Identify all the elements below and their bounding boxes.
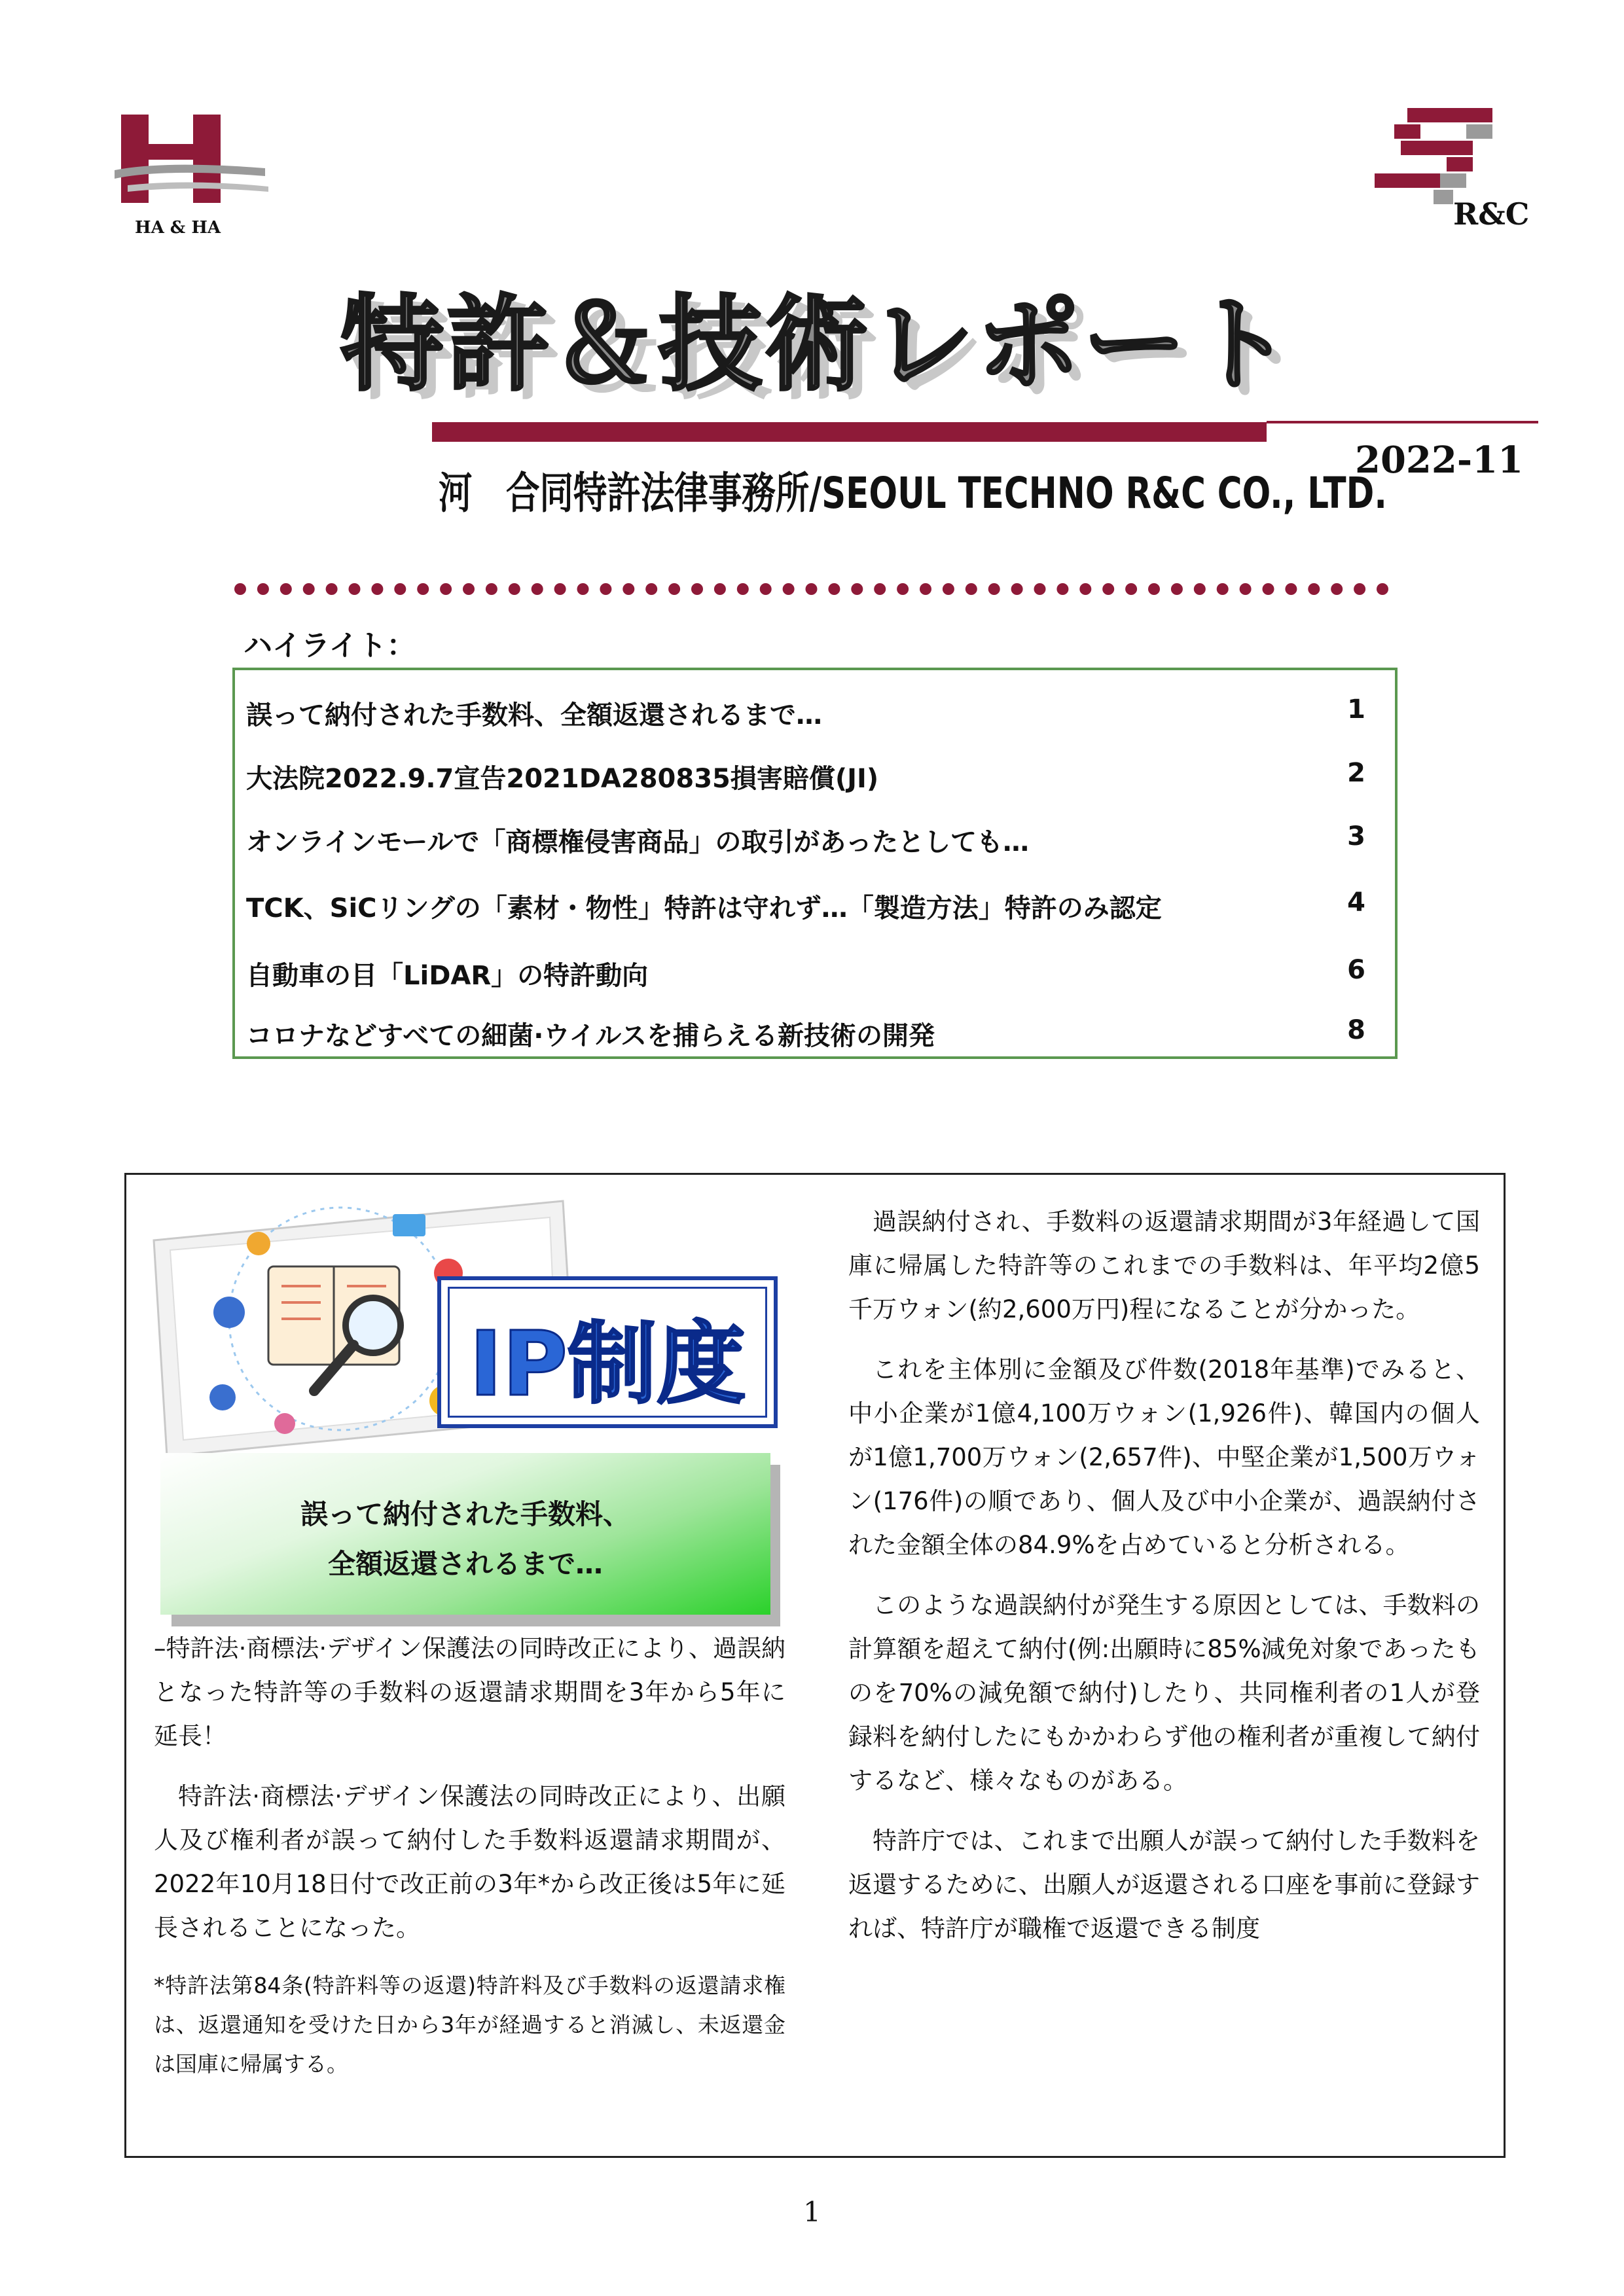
headline-line-1: 誤って納付された手数料、: [300, 1498, 630, 1530]
separator-dot: [1194, 583, 1206, 595]
separator-dot: [349, 583, 361, 595]
firm-name: 河 合同特許法律事務所/SEOUL TECHNO R&C CO., LTD.: [439, 468, 1387, 518]
separator-dot: [532, 583, 543, 595]
article-paragraph: このような過誤納付が発生する原因としては、手数料の計算額を超えて納付(例:出願時に85%減免対象であったものを70%の減免額で納付)したり、共同権利者の1人が登録料を納付したにもかかわらず他の権利者が重複して納付するなど、様々なものがある。: [848, 1591, 1480, 1795]
separator-dot: [1308, 583, 1320, 595]
ip-category-label: IP制度: [469, 1313, 746, 1416]
separator-dot: [1240, 583, 1252, 595]
ha-logo-mark-icon: [111, 108, 275, 219]
separator-dot: [509, 583, 520, 595]
highlight-item-title: 自動車の目「LiDAR」の特許動向: [246, 961, 649, 991]
highlight-item[interactable]: [246, 814, 1365, 866]
headline-line-2: 全額返還されるまで…: [327, 1548, 603, 1580]
separator-dot: [440, 583, 452, 595]
separator-dot: [257, 583, 269, 595]
separator-dot: [806, 583, 818, 595]
separator-dot: [737, 583, 749, 595]
separator-dot: [1125, 583, 1137, 595]
highlight-item-title: 大法院2022.9.7宣告2021DA280835損害賠償(JI): [246, 764, 879, 794]
article-right-column: [848, 1200, 1480, 1967]
article-paragraph: 過誤納付され、手数料の返還請求期間が3年経過して国庫に帰属した特許等のこれまでの手数料は、年平均2億5千万ウォン(約2,600万円)程になることが分かった。: [848, 1208, 1480, 1323]
separator-dot: [1263, 583, 1274, 595]
separator-dot: [326, 583, 338, 595]
separator-dot: [577, 583, 589, 595]
ip-category-box: [437, 1276, 778, 1428]
highlight-item[interactable]: [246, 880, 1365, 932]
separator-dot: [234, 583, 246, 595]
person-icon: [213, 1297, 245, 1328]
separator-dot: [1377, 583, 1388, 595]
separator-dot: [1354, 583, 1365, 595]
highlight-item-page: 8: [1347, 1015, 1365, 1045]
separator-dot: [1011, 583, 1023, 595]
separator-dot: [988, 583, 1000, 595]
title-underline-thin: [1267, 421, 1538, 423]
article-lead: –特許法·商標法·デザイン保護法の同時改正により、過誤納となった特許等の手数料の返還請求期間を3年から5年に延長！: [154, 1634, 785, 1750]
page-number: 1: [803, 2196, 821, 2228]
separator-dot: [554, 583, 566, 595]
headline-box: [160, 1453, 770, 1615]
separator-dot: [1079, 583, 1091, 595]
highlight-item[interactable]: [246, 687, 1365, 739]
seoul-techno-logo: [1368, 105, 1538, 236]
article-footnote: *特許法第84条(特許料等の返還)特許料及び手数料の返還請求権は、返還通知を受けた日から3年が経過すると消滅し、未返還金は国庫に帰属する。: [154, 1973, 785, 2077]
headline-text: [160, 1490, 770, 1589]
report-title: 特許＆技術レポート: [340, 285, 1295, 405]
separator-dot: [920, 583, 931, 595]
highlight-item[interactable]: [246, 947, 1365, 999]
highlight-item-title: TCK、SiCリングの「素材・物性」特許は守れず…「製造方法」特許のみ認定: [246, 893, 1162, 924]
laptop-icon: [393, 1214, 425, 1236]
separator-dot: [303, 583, 315, 595]
separator-dot: [668, 583, 680, 595]
dotted-separator: [232, 576, 1398, 602]
highlight-item-title: 誤って納付された手数料、全額返還されるまで…: [246, 700, 822, 730]
separator-dot: [874, 583, 886, 595]
highlight-item-page: 3: [1347, 821, 1365, 852]
highlight-item-page: 4: [1347, 888, 1365, 918]
highlight-item-page: 2: [1347, 758, 1365, 788]
separator-dot: [1217, 583, 1229, 595]
separator-dot: [623, 583, 634, 595]
separator-dot: [600, 583, 611, 595]
highlight-item[interactable]: [246, 1007, 1365, 1060]
separator-dot: [943, 583, 954, 595]
article-left-column: [154, 1626, 785, 2100]
article-paragraph: これを主体別に金額及び件数(2018年基準)でみると、中小企業が1億4,100万ウォン(1,926件)、韓国内の個人が1億1,700万ウォン(2,657件)、中堅企業が1,500万ウォン(176件)の順であり、個人及び中小企業が、過誤納付された金額全体の84.9%を占めていると分析される。: [848, 1355, 1480, 1559]
separator-dot: [965, 583, 977, 595]
separator-dot: [691, 583, 703, 595]
highlight-item-page: 1: [1347, 694, 1365, 725]
highlight-item-title: オンラインモールで「商標権侵害商品」の取引があったとしても…: [246, 827, 1029, 857]
highlight-item[interactable]: [246, 750, 1365, 802]
separator-dot: [897, 583, 909, 595]
separator-dot: [1102, 583, 1114, 595]
separator-dot: [394, 583, 406, 595]
separator-dot: [417, 583, 429, 595]
ha-logo-label: HA & HA: [135, 218, 221, 238]
title-underline-bar: [432, 422, 1267, 442]
separator-dot: [1331, 583, 1343, 595]
separator-dot: [1034, 583, 1046, 595]
separator-dot: [783, 583, 795, 595]
separator-dot: [1148, 583, 1160, 595]
highlight-box: [232, 668, 1398, 1059]
ha-and-ha-logo: [111, 108, 275, 239]
separator-dot: [1285, 583, 1297, 595]
separator-dot: [1056, 583, 1068, 595]
separator-dot: [1171, 583, 1183, 595]
st-logo-label: R&C: [1453, 196, 1530, 232]
separator-dot: [851, 583, 863, 595]
separator-dot: [645, 583, 657, 595]
issue-number: 2022-11: [1355, 439, 1524, 482]
separator-dot: [714, 583, 726, 595]
article-paragraph: 特許法·商標法·デザイン保護法の同時改正により、出願人及び権利者が誤って納付した手数料返還請求期間が、2022年10月18日付で改正前の3年*から改正後は5年に延長されることになった。: [154, 1782, 785, 1942]
highlight-item-page: 6: [1347, 955, 1365, 985]
separator-dot: [828, 583, 840, 595]
separator-dot: [280, 583, 292, 595]
separator-dot: [463, 583, 475, 595]
separator-dot: [486, 583, 497, 595]
separator-dot: [760, 583, 772, 595]
separator-dot: [371, 583, 383, 595]
highlight-title: ハイライト：: [244, 629, 416, 662]
microscope-icon: [209, 1384, 236, 1410]
article-paragraph: 特許庁では、これまで出願人が誤って納付した手数料を返還するために、出願人が返還される口座を事前に登録すれば、特許庁が職権で返還できる制度: [848, 1827, 1480, 1943]
highlight-item-title: コロナなどすべての細菌·ウイルスを捕らえる新技術の開発: [246, 1021, 935, 1051]
